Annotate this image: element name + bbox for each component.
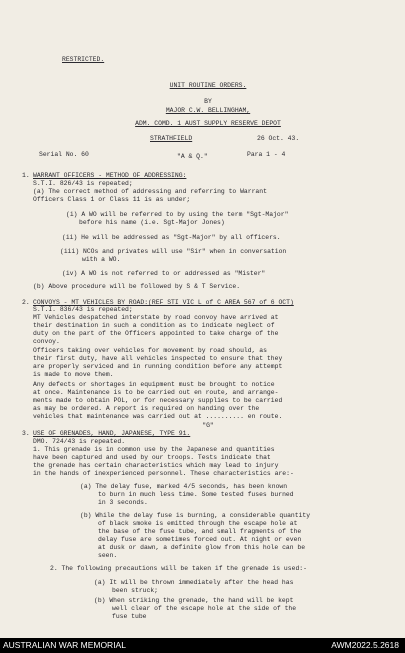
para-2-line: are properly serviced and in running condition before any attempt xyxy=(33,363,283,370)
para-2-line: at once. Maintenance is to be carried out en route, and arrange- xyxy=(33,389,279,396)
para-3-line: the grenade has certain characteristics which may lead to injury xyxy=(33,462,279,469)
para-3-line: (b) While the delay fuse is burning, a considerable quantity xyxy=(80,512,311,519)
para-1-line: with a WO. xyxy=(82,256,121,263)
para-1-line: (b) Above procedure will be followed by S & T Service. xyxy=(33,283,241,290)
para-1-line: (iv) A WO is not referred to or addressed as "Mister" xyxy=(62,270,266,277)
para-2-line: their destination in such a condition as to indicate neglect of xyxy=(33,322,275,329)
para-2-line: duty on the part of the Officers appointed to take charge of the xyxy=(33,330,279,337)
para-2-line: convoy. xyxy=(33,338,60,345)
place: STRATHFIELD xyxy=(150,135,193,142)
para-2-line: S.T.I. 836/43 is repeated; xyxy=(33,306,133,313)
archive-footer-bar xyxy=(0,638,405,653)
para-2-line: vehicles that maintenance was carried out at .......... en route. xyxy=(33,413,283,420)
para-3-line: well clear of the escape hole at the side of the xyxy=(112,605,297,612)
para-1-line: S.T.I. 826/43 is repeated; xyxy=(33,180,133,187)
para-3-line: in the hands of inexperienced personnel. These characteristics are:- xyxy=(33,470,294,477)
para-3-line: the base of the fuse tube, and small fragments of the xyxy=(98,528,302,535)
para-1-heading: WARRANT OFFICERS - METHOD OF ADDRESSING: xyxy=(33,172,187,179)
para-1-line: (a) The correct method of addressing and referring to Warrant xyxy=(33,188,267,195)
para-2-line: MT Vehicles despatched interstate by road convoy have arrived at xyxy=(33,314,279,321)
para-3-line: (b) When striking the grenade, the hand will be kept xyxy=(94,597,294,604)
archive-name: AUSTRALIAN WAR MEMORIAL xyxy=(3,640,126,650)
para-1-line: (ii) He will be addressed as "Sgt-Major" by all officers. xyxy=(62,234,281,241)
para-1-number: 1. xyxy=(22,172,30,179)
para-1-line: (iii) NCOs and privates will use "Sir" when in conversation xyxy=(60,248,287,255)
para-3-line: fuse tube xyxy=(112,613,147,620)
para-3-line: of black smoke is emitted through the escape hole at xyxy=(98,520,298,527)
section-g-label: "G" xyxy=(202,422,214,429)
para-2-line: is made to move them. xyxy=(33,371,114,378)
para-3-line: delay fuse are sometimes forced out. At night or even xyxy=(98,536,302,543)
para-3-line: 1. This grenade is in common use by the Japanese and quantities xyxy=(33,446,275,453)
officer-name: MAJOR C.W. BELLINGHAM, xyxy=(165,107,251,114)
order-title: UNIT ROUTINE ORDERS. xyxy=(169,82,247,89)
para-3-line: (a) It will be thrown immediately after the head has xyxy=(94,579,294,586)
para-3-line: in 3 seconds. xyxy=(98,499,148,506)
para-2-line: their first duty, have all vehicles inspected to ensure that they xyxy=(33,355,283,362)
unit-name: ADM. COMD. 1 AUST SUPPLY RESERVE DEPOT xyxy=(135,120,281,127)
archive-reference: AWM2022.5.2618 xyxy=(331,640,399,650)
section-label: "A & Q." xyxy=(177,153,208,160)
para-1-line: (i) A WO will be referred to by using the term "Sgt-Major" xyxy=(66,211,289,218)
para-2-line: Any defects or shortages in equipment must be brought to notice xyxy=(33,381,275,388)
para-1-line: before his name (i.e. Sgt-Major Jones) xyxy=(79,219,225,226)
serial-number: Serial No. 60 xyxy=(39,151,89,158)
para-3-line: at dusk or dawn, a definite glow from this hole can be xyxy=(98,544,306,551)
para-2-number: 2. xyxy=(22,299,30,306)
by-line: BY xyxy=(204,98,212,105)
classification: RESTRICTED. xyxy=(62,56,105,63)
para-2-line: Officers taking over vehicles for movement by road should, as xyxy=(33,347,267,354)
date: 26 Oct. 43. xyxy=(257,135,300,142)
para-3-line: been struck; xyxy=(112,587,159,594)
para-2-line: ments made to obtain POL, or for necessary supplies to be carried xyxy=(33,397,283,404)
para-3-line: to burn in much less time. Some tested fuses burned xyxy=(98,491,294,498)
para-3-line: seen. xyxy=(98,552,118,559)
para-3-line: (a) The delay fuse, marked 4/5 seconds, has been known xyxy=(80,483,288,490)
para-2-line: as may be ordered. A report is required on handing over the xyxy=(33,405,260,412)
para-3-line: DMO. 724/43 is repeated. xyxy=(33,438,126,445)
para-1-line: Officers Class 1 or Class 11 is as under; xyxy=(33,196,191,203)
para-3-heading: USE OF GRENADES, HAND, JAPANESE, TYPE 91. xyxy=(33,430,191,437)
para-2-heading: CONVOYS - MT VEHICLES BY ROAD:(REF STI VIC L of C AREA 567 of 6 OCT) xyxy=(33,299,294,306)
para-3-number: 3. xyxy=(22,430,30,437)
para-3-line: have been captured and used by our troops. Tests indicate that xyxy=(33,454,271,461)
para-3-line: 2. The following precautions will be taken if the grenade is used:- xyxy=(50,565,307,572)
para-range: Para 1 - 4 xyxy=(247,151,286,158)
